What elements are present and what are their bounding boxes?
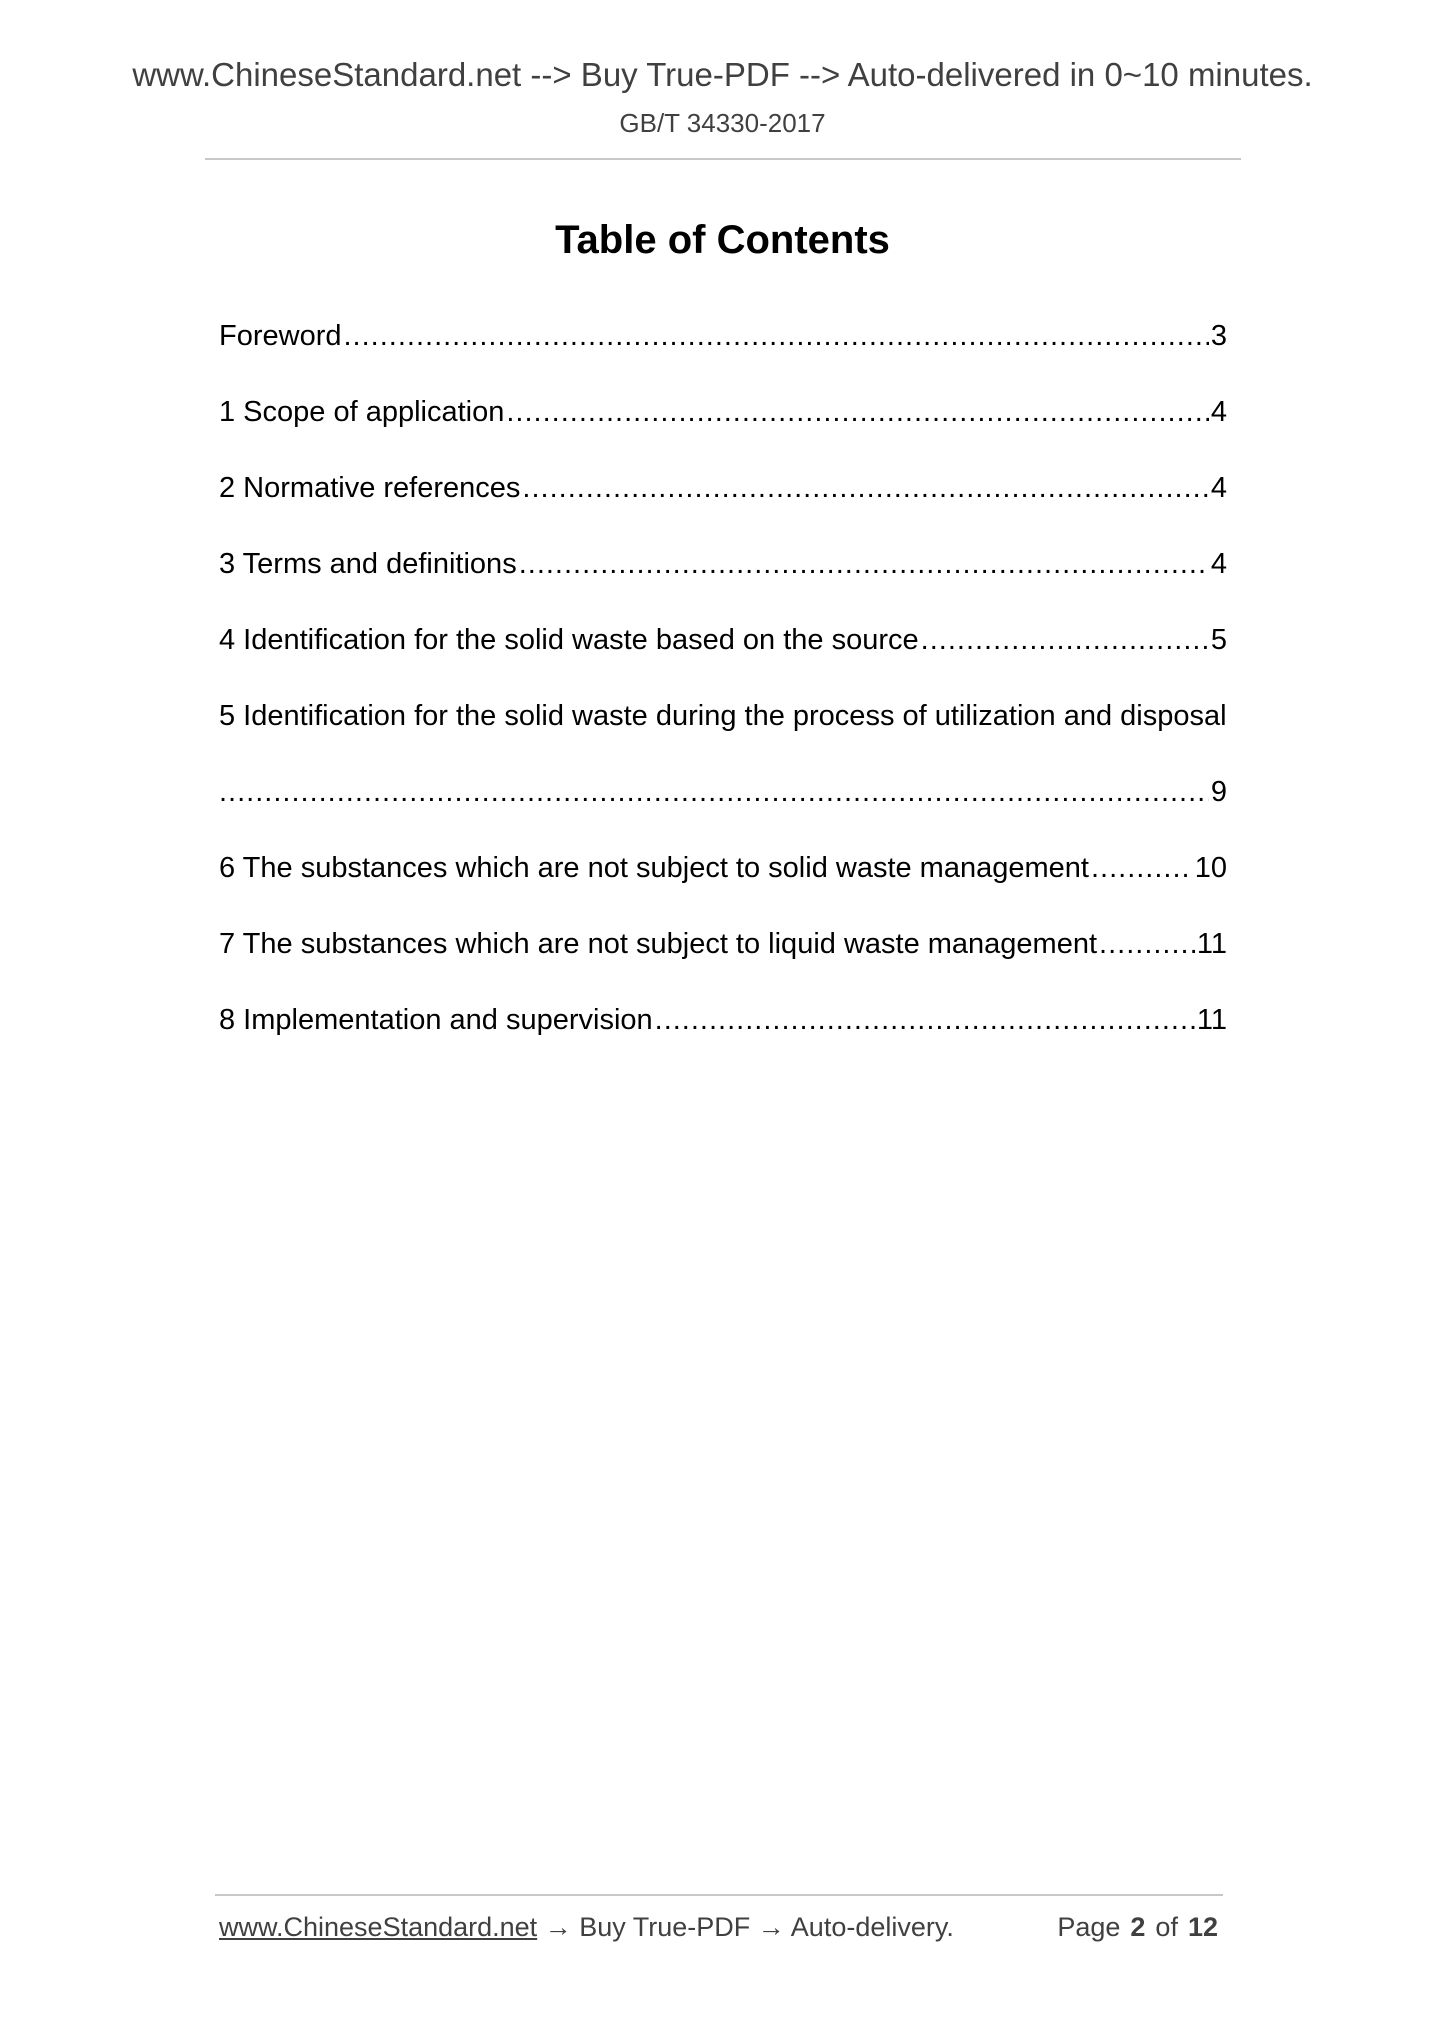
toc-leader-dots: [655, 1000, 1195, 1040]
toc-entry-title: 3 Terms and definitions: [219, 548, 517, 580]
toc-entry-page: 9: [1210, 776, 1227, 808]
toc-entry-title: 6 The substances which are not subject to solid waste management: [219, 852, 1089, 884]
toc-entry-title: 5 Identification for the solid waste during the process of utilization and disposal: [219, 700, 1227, 732]
toc-entry-identification-source[interactable]: [219, 620, 1227, 696]
toc-entry-not-liquid-waste[interactable]: [219, 924, 1227, 1000]
of-label: of: [1155, 1912, 1178, 1942]
toc-entry-page: 5: [1210, 624, 1227, 656]
toc-entry-page: 11: [1196, 928, 1227, 960]
toc-entry-implementation[interactable]: [219, 1000, 1227, 1076]
toc-entry-title: 4 Identification for the solid waste based on the source: [219, 624, 919, 656]
page-total: 12: [1187, 1912, 1218, 1942]
arrow-right-icon: →: [757, 1912, 785, 1942]
toc-entry-terms-definitions[interactable]: [219, 544, 1227, 620]
toc-entry-foreword[interactable]: [219, 316, 1227, 392]
page-current: 2: [1130, 1912, 1146, 1942]
toc-entry-title: 8 Implementation and supervision: [219, 1004, 653, 1036]
toc-entry-page: 4: [1210, 396, 1227, 428]
table-of-contents: [219, 316, 1227, 1076]
standard-code: GB/T 34330-2017: [619, 108, 826, 138]
footer-divider: [215, 1894, 1223, 1896]
toc-entry-title: Foreword: [219, 320, 342, 352]
footer-site-link[interactable]: www.ChineseStandard.net: [219, 1912, 538, 1942]
toc-leader-dots: [1091, 848, 1193, 888]
toc-entry-identification-utilization[interactable]: [219, 696, 1227, 772]
toc-entry-page: 3: [1210, 320, 1227, 352]
toc-entry-scope[interactable]: [219, 392, 1227, 468]
toc-leader-dots: [344, 316, 1209, 356]
toc-entry-title: 7 The substances which are not subject to liquid waste management: [219, 928, 1098, 960]
toc-entry-title: 1 Scope of application: [219, 396, 505, 428]
toc-leader-dots: [522, 468, 1208, 508]
toc-entry-title: 2 Normative references: [219, 472, 521, 504]
footer-links: [219, 1912, 954, 1943]
footer-delivery-text: Auto-delivery.: [790, 1912, 954, 1942]
toc-entry-page: 4: [1210, 548, 1227, 580]
toc-leader-dots: [519, 544, 1209, 584]
page-number: [1057, 1912, 1218, 1943]
toc-entry-not-solid-waste[interactable]: [219, 848, 1227, 924]
toc-leader-dots: [506, 392, 1208, 432]
toc-entry-page: 4: [1210, 472, 1227, 504]
toc-entry-identification-utilization-continued[interactable]: [219, 772, 1227, 848]
top-banner: www.ChineseStandard.net --> Buy True-PDF --> Auto-delivered in 0~10 minutes.: [132, 56, 1313, 93]
header-divider: [205, 158, 1241, 160]
toc-leader-dots: [1099, 924, 1195, 964]
toc-entry-page: 10: [1194, 852, 1227, 884]
footer-buy-text: Buy True-PDF: [579, 1912, 751, 1942]
toc-leader-dots: [921, 620, 1209, 660]
arrow-right-icon: →: [544, 1912, 572, 1942]
toc-leader-dots: [219, 772, 1209, 812]
toc-entry-page: 11: [1196, 1004, 1227, 1036]
toc-entry-normative-references[interactable]: [219, 468, 1227, 544]
toc-title: Table of Contents: [555, 218, 890, 262]
page-label: Page: [1057, 1912, 1121, 1942]
